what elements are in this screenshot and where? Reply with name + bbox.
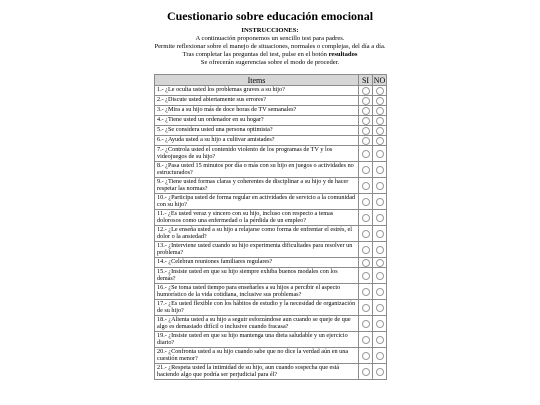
radio-si[interactable] — [362, 288, 370, 296]
radio-no[interactable] — [376, 166, 384, 174]
table-row — [155, 194, 387, 210]
question-text: 11.- ¿Es usted veraz y sincero con su hijo, incluso con respecto a temas dolorosos como una enfermedad o la pérdida de un empleo? — [155, 210, 359, 226]
answer-si-cell — [359, 348, 373, 364]
question-text: 3.- ¿Mira a su hijo más de doce horas de TV semanales? — [155, 106, 359, 116]
instructions — [0, 27, 540, 67]
answer-si-cell — [359, 242, 373, 258]
question-text: 16.- ¿Se toma usted tiempo para enseñarles a su hijos a percibir el aspecto humorístico de la vida cotidiana, inclusive sus problemas? — [155, 284, 359, 300]
question-text: 12.- ¿Le enseña usted a su hijo a relajarse como forma de enfrentar el estrés, el dolor o la ansiedad? — [155, 226, 359, 242]
table-row — [155, 106, 387, 116]
answer-si-cell — [359, 284, 373, 300]
results-keyword: resultados — [328, 50, 358, 58]
question-text: 10.- ¿Participa usted de forma regular en actividades de servicio a la comunidad con su hijo? — [155, 194, 359, 210]
answer-no-cell — [373, 162, 387, 178]
radio-si[interactable] — [362, 336, 370, 344]
table-row — [155, 226, 387, 242]
questionnaire-table — [154, 74, 387, 380]
table-row — [155, 162, 387, 178]
answer-no-cell — [373, 194, 387, 210]
table-row — [155, 284, 387, 300]
radio-no[interactable] — [376, 246, 384, 254]
radio-no[interactable] — [376, 288, 384, 296]
question-text: 9.- ¿Tiene usted formas claras y coherentes de disciplinar a su hijo y de hacer respetar las normas? — [155, 178, 359, 194]
table-header-row — [155, 75, 387, 86]
table-row — [155, 136, 387, 146]
radio-si[interactable] — [362, 127, 370, 135]
answer-no-cell — [373, 136, 387, 146]
radio-si[interactable] — [362, 368, 370, 376]
answer-no-cell — [373, 242, 387, 258]
radio-si[interactable] — [362, 107, 370, 115]
question-text: 17.- ¿Es usted flexible con los hábitos de estudio y la necesidad de organización de su hijo? — [155, 300, 359, 316]
answer-si-cell — [359, 300, 373, 316]
radio-si[interactable] — [362, 150, 370, 158]
radio-no[interactable] — [376, 230, 384, 238]
question-text: 7.- ¿Controla usted el contenido violento de los programas de TV y los videojuegos de su hijo? — [155, 146, 359, 162]
radio-si[interactable] — [362, 230, 370, 238]
answer-no-cell — [373, 364, 387, 380]
instructions-line-2: Permite reflexionar sobre el manejo de situaciones, normales o complejas, del día a día. — [154, 42, 386, 50]
answer-si-cell — [359, 96, 373, 106]
instructions-line-4: Se ofrecerán sugerencias sobre el modo de proceder. — [200, 58, 340, 66]
radio-no[interactable] — [376, 304, 384, 312]
answer-no-cell — [373, 348, 387, 364]
radio-no[interactable] — [376, 107, 384, 115]
radio-si[interactable] — [362, 259, 370, 267]
question-text: 15.- ¿Insiste usted en que su hijo siempre exhiba buenos modales con los demás? — [155, 268, 359, 284]
radio-si[interactable] — [362, 352, 370, 360]
answer-si-cell — [359, 146, 373, 162]
radio-no[interactable] — [376, 127, 384, 135]
answer-no-cell — [373, 258, 387, 268]
radio-si[interactable] — [362, 182, 370, 190]
radio-si[interactable] — [362, 117, 370, 125]
answer-si-cell — [359, 106, 373, 116]
answer-no-cell — [373, 96, 387, 106]
table-row — [155, 146, 387, 162]
table-row — [155, 364, 387, 380]
radio-si[interactable] — [362, 97, 370, 105]
page-title: Cuestionario sobre educación emocional — [166, 9, 374, 23]
answer-si-cell — [359, 86, 373, 96]
question-text: 18.- ¿Alienta usted a su hijo a seguir esforzándose aun cuando se queje de que algo es demasiado difícil o inclusive cuando fracasa? — [155, 316, 359, 332]
radio-no[interactable] — [376, 259, 384, 267]
answer-no-cell — [373, 226, 387, 242]
question-text: 19.- ¿Insiste usted en que su hijo mantenga una dieta saludable y un ejercicio diario? — [155, 332, 359, 348]
radio-no[interactable] — [376, 87, 384, 95]
radio-no[interactable] — [376, 97, 384, 105]
radio-si[interactable] — [362, 320, 370, 328]
question-text: 21.- ¿Respeta usted la intimidad de su hijo, aun cuando sospecha que está haciendo algo que podría ser perjudicial para él? — [155, 364, 359, 380]
header-si: SI — [359, 75, 373, 86]
radio-si[interactable] — [362, 166, 370, 174]
table-row — [155, 210, 387, 226]
answer-no-cell — [373, 116, 387, 126]
table-row — [155, 86, 387, 96]
instructions-heading: INSTRUCCIONES: — [241, 27, 299, 34]
instructions-line-1: A continuación proponemos un sencillo test para padres. — [195, 34, 345, 42]
answer-si-cell — [359, 258, 373, 268]
radio-si[interactable] — [362, 214, 370, 222]
question-text: 5.- ¿Se considera usted una persona optimista? — [155, 126, 359, 136]
table-row — [155, 126, 387, 136]
instructions-line-3-text: Tras completar las preguntas del test, pulse en el botón — [182, 50, 327, 58]
answer-no-cell — [373, 268, 387, 284]
radio-no[interactable] — [376, 272, 384, 280]
answer-si-cell — [359, 162, 373, 178]
radio-no[interactable] — [376, 368, 384, 376]
header-no: NO — [373, 75, 386, 85]
answer-si-cell — [359, 226, 373, 242]
table-row — [155, 258, 387, 268]
answer-no-cell — [373, 332, 387, 348]
question-text: 1.- ¿Le oculta usted los problemas graves a su hijo? — [155, 86, 359, 96]
radio-si[interactable] — [362, 198, 370, 206]
answer-si-cell — [359, 210, 373, 226]
answer-no-cell — [373, 300, 387, 316]
table-row — [155, 316, 387, 332]
radio-si[interactable] — [362, 304, 370, 312]
answer-si-cell — [359, 268, 373, 284]
radio-no[interactable] — [376, 336, 384, 344]
radio-no[interactable] — [376, 137, 384, 145]
answer-si-cell — [359, 316, 373, 332]
radio-no[interactable] — [376, 352, 384, 360]
answer-si-cell — [359, 194, 373, 210]
table-row — [155, 332, 387, 348]
radio-no[interactable] — [376, 117, 384, 125]
radio-no[interactable] — [376, 182, 384, 190]
table-row — [155, 242, 387, 258]
table-row — [155, 348, 387, 364]
radio-no[interactable] — [376, 150, 384, 158]
answer-no-cell — [373, 210, 387, 226]
question-text: 13.- ¿Interviene usted cuando su hijo experimenta dificultades para resolver un problema? — [155, 242, 359, 258]
answer-si-cell — [359, 136, 373, 146]
question-text: 6.- ¿Ayuda usted a su hijo a cultivar amistades? — [155, 136, 359, 146]
question-text: 14.- ¿Celebran reuniones familiares regulares? — [155, 258, 359, 268]
header-items: Items — [155, 75, 359, 86]
radio-no[interactable] — [376, 320, 384, 328]
answer-no-cell — [373, 284, 387, 300]
answer-no-cell — [373, 178, 387, 194]
radio-si[interactable] — [362, 272, 370, 280]
table-row — [155, 96, 387, 106]
table-row — [155, 300, 387, 316]
answer-no-cell — [373, 316, 387, 332]
question-text: 4.- ¿Tiene usted un ordenador en su hogar? — [155, 116, 359, 126]
answer-no-cell — [373, 146, 387, 162]
answer-no-cell — [373, 106, 387, 116]
radio-si[interactable] — [362, 87, 370, 95]
answer-si-cell — [359, 332, 373, 348]
answer-si-cell — [359, 116, 373, 126]
answer-si-cell — [359, 178, 373, 194]
answer-si-cell — [359, 126, 373, 136]
radio-si[interactable] — [362, 137, 370, 145]
radio-no[interactable] — [376, 214, 384, 222]
answer-no-cell — [373, 86, 387, 96]
table-row — [155, 116, 387, 126]
answer-no-cell — [373, 126, 387, 136]
answer-si-cell — [359, 364, 373, 380]
radio-no[interactable] — [376, 198, 384, 206]
question-text: 8.- ¿Pasa usted 15 minutos por día o más con su hijo en juegos o actividades no estructurados? — [155, 162, 359, 178]
table-row — [155, 178, 387, 194]
question-text: 20.- ¿Confronta usted a su hijo cuando sabe que no dice la verdad aún en una cuestión menor? — [155, 348, 359, 364]
instructions-line-3 — [0, 51, 540, 59]
radio-si[interactable] — [362, 246, 370, 254]
table-row — [155, 268, 387, 284]
question-text: 2.- ¿Discute usted abiertamente sus errores? — [155, 96, 359, 106]
